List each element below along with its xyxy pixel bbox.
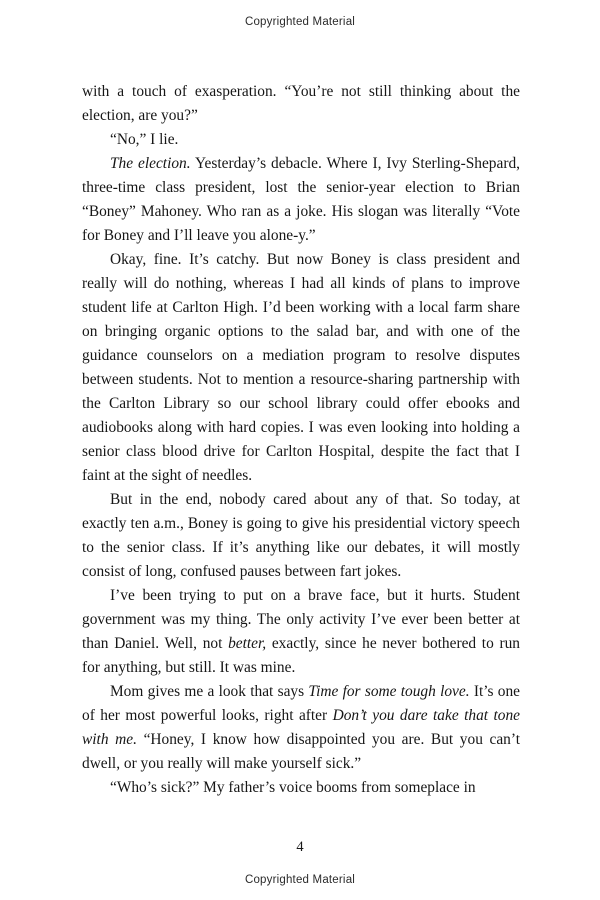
text-run: “Honey, I know how disappointed you are. But you can’t dwell, or you really will make yourself sick.” xyxy=(82,731,521,772)
italic-run: better, xyxy=(228,635,267,652)
paragraph xyxy=(82,80,520,128)
copyright-notice-top: Copyrighted Material xyxy=(244,16,356,28)
text-run: Mom gives me a look that says xyxy=(110,683,309,700)
paragraph xyxy=(82,128,520,152)
text-run: Okay, fine. It’s catchy. But now Boney is class president and really will do nothing, whereas I had all kinds of plans to improve student life at Carlton High. I’d been working with a local farm share on bringing organic options to the salad bar, and with one of the guidance counselors on a mediation program to resolve disputes between students. Not to mention a resource-sharing partnership with the Carlton Library so our school library could offer ebooks and audiobooks along with hard copies. I was even looking into holding a senior class blood drive for Carlton Hospital, despite the fact that I faint at the sight of needles. xyxy=(82,251,520,484)
body-text xyxy=(82,80,520,800)
italic-run: The election. xyxy=(110,155,191,172)
text-run: Yesterday’s debacle. Where I, Ivy Sterling-Shepard, three-time class president, lost the senior-year election to Brian “Boney” Mahoney. Who ran as a joke. His slogan was literally “Vote for Boney and I’ll leave you alone-y.” xyxy=(82,155,520,244)
paragraph xyxy=(82,680,520,776)
paragraph xyxy=(82,776,520,800)
text-run: I’ve been trying to put on a brave face, but it hurts. Student government was my thing. The only activity I’ve ever been better at than Daniel. Well, not xyxy=(82,587,520,652)
italic-run: Don’t you dare take that tone with me. xyxy=(82,707,520,748)
paragraph xyxy=(82,152,520,248)
text-run: It’s one of her most powerful looks, right after xyxy=(82,683,521,724)
text-run: “Who’s sick?” My father’s voice booms from someplace in xyxy=(110,779,476,796)
copyright-notice-bottom: Copyrighted Material xyxy=(244,874,356,886)
page-number: 4 xyxy=(296,839,304,855)
italic-run: Time for some tough love. xyxy=(308,683,470,700)
text-run: with a touch of exasperation. “You’re not still thinking about the election, are you?” xyxy=(82,83,520,124)
paragraph xyxy=(82,488,520,584)
text-run: But in the end, nobody cared about any of that. So today, at exactly ten a.m., Boney is going to give his presidential victory speech to the senior class. If it’s anything like our debates, it will mostly consist of long, confused pauses between fart jokes. xyxy=(82,491,520,580)
text-run: “No,” I lie. xyxy=(110,131,179,148)
paragraph xyxy=(82,584,520,680)
text-run: exactly, since he never bothered to run for anything, but still. It was mine. xyxy=(82,635,520,676)
paragraph xyxy=(82,248,520,488)
